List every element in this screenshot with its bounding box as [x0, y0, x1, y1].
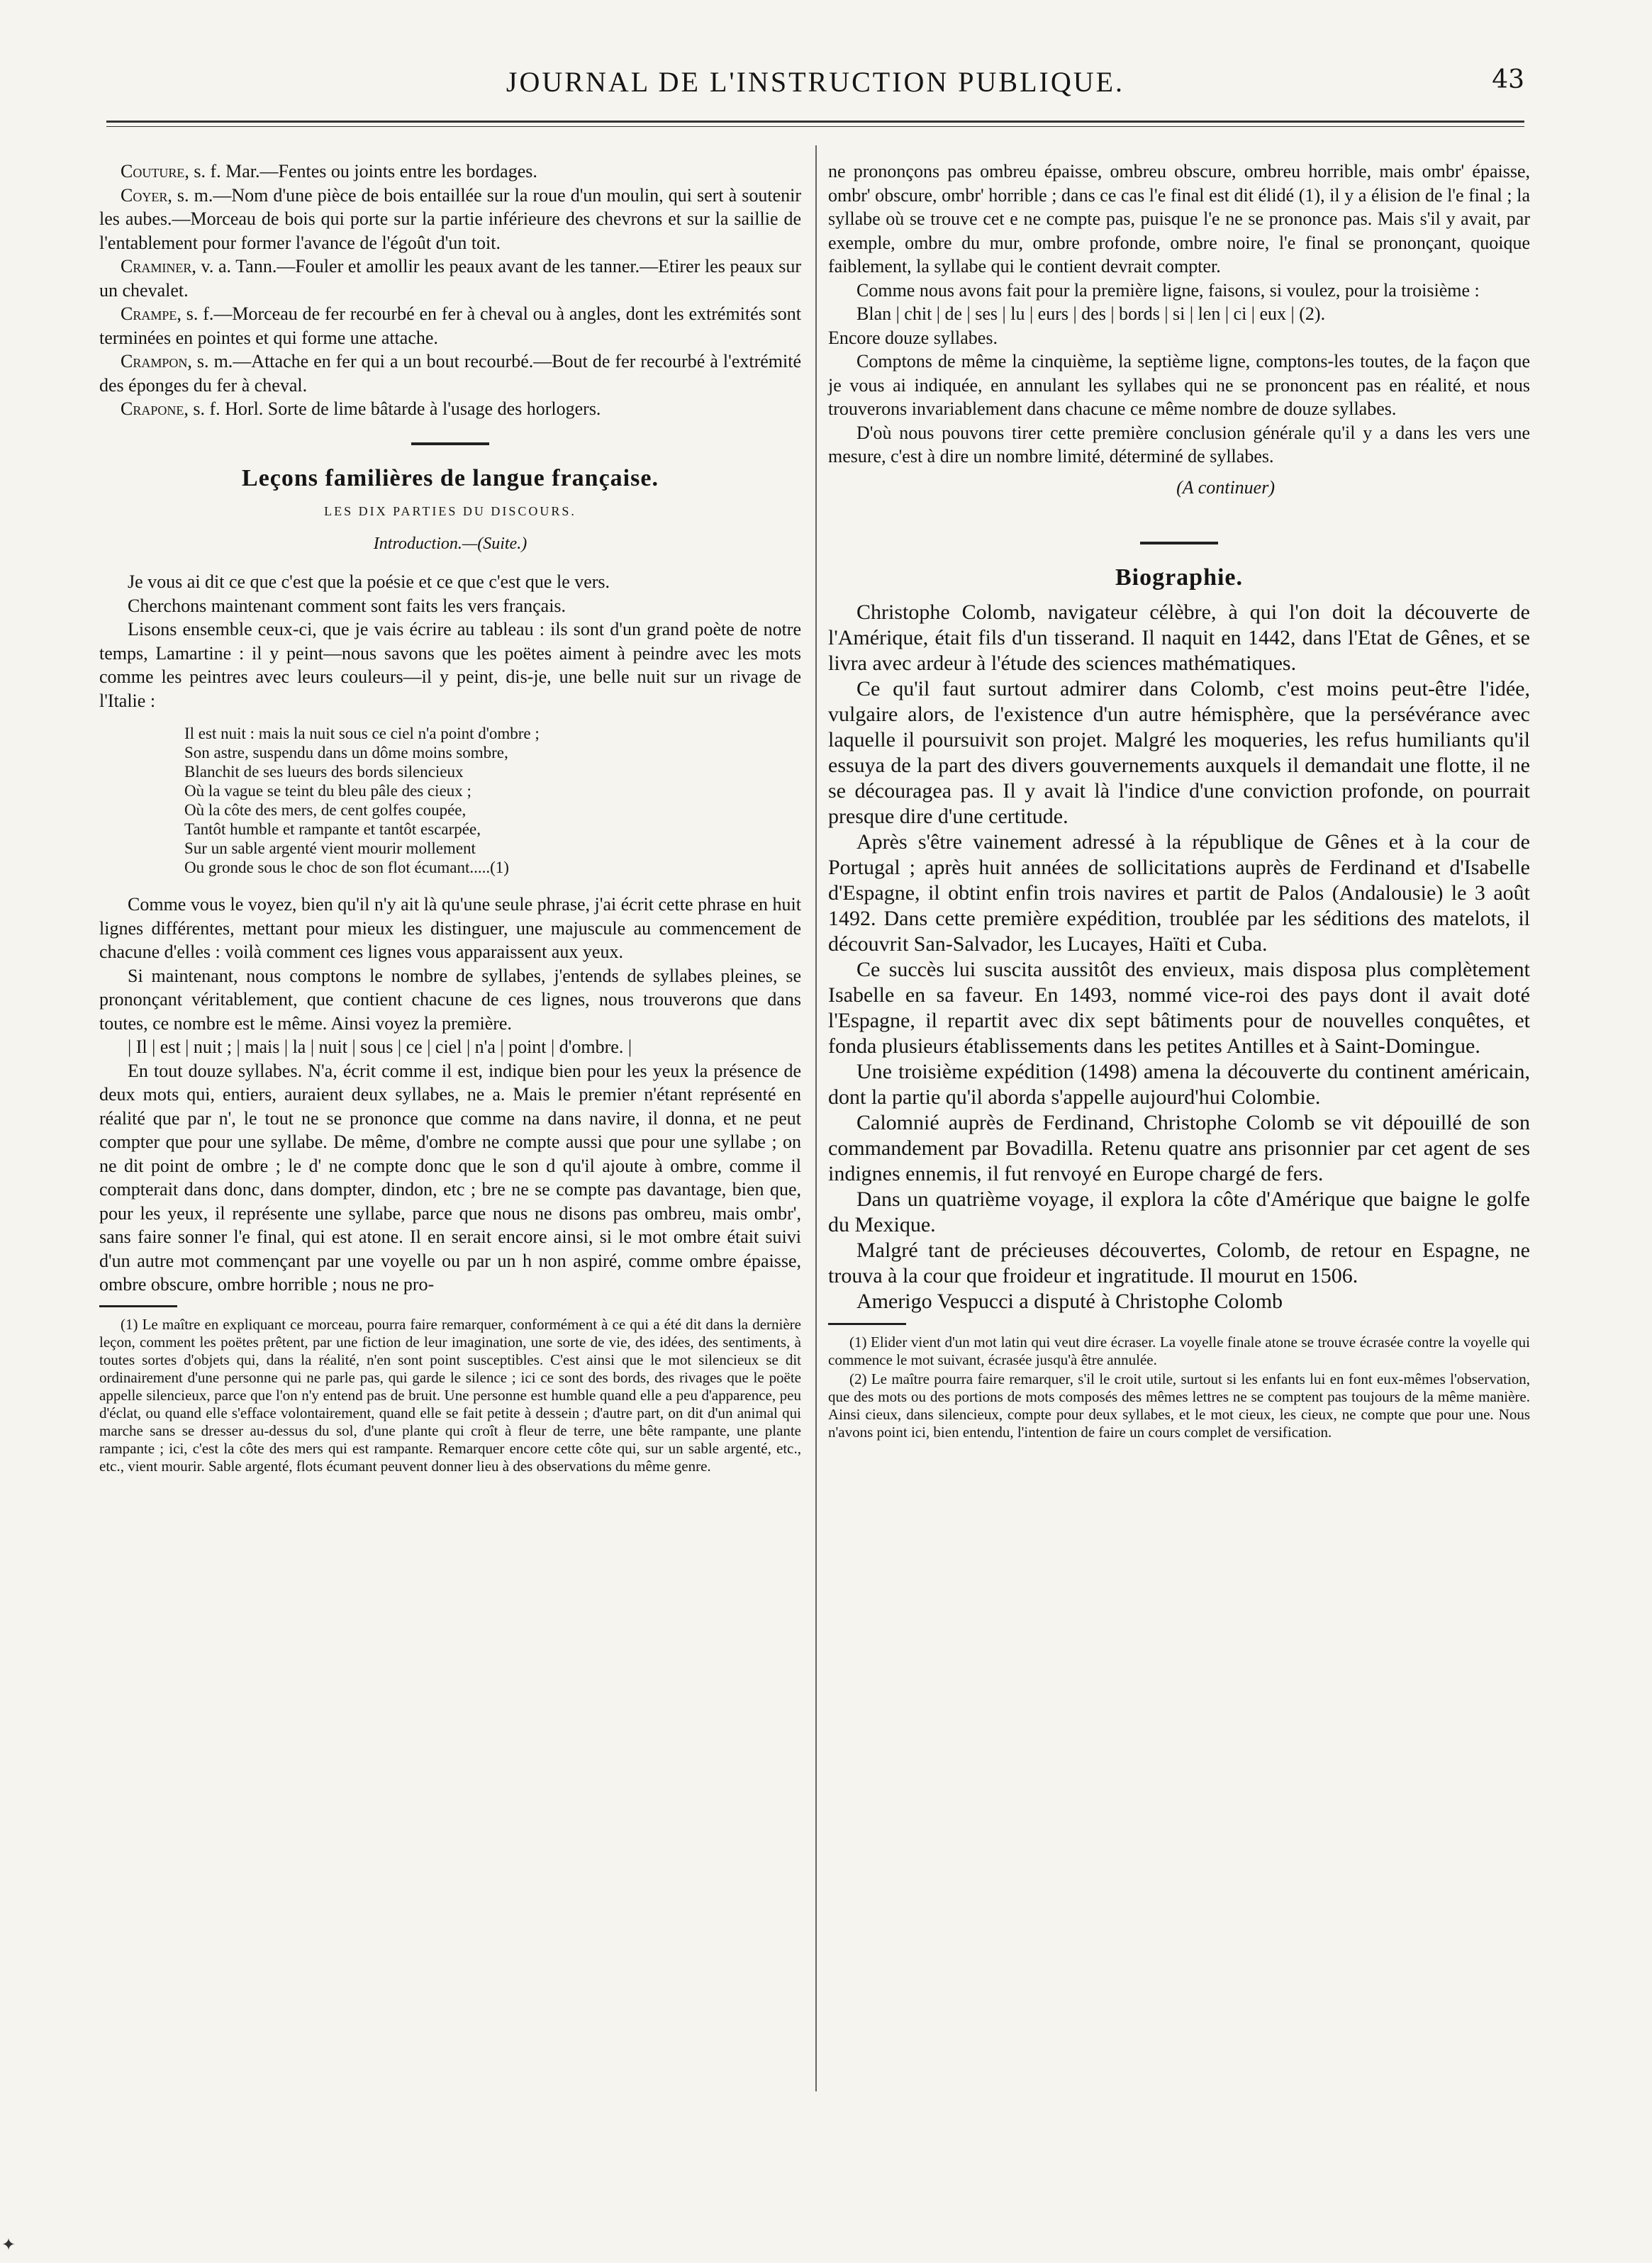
- glossary-term: Craminer,: [121, 256, 196, 276]
- lecons-paragraph: Comme nous avons fait pour la première ligne, faisons, si voulez, pour la troisième :: [856, 279, 1480, 301]
- poem-line: Ou gronde sous le choc de son flot écumant.....(1): [184, 859, 509, 876]
- poem-line: Son astre, suspendu dans un dôme moins sombre,: [184, 744, 508, 761]
- lecons-paragraph: Si maintenant, nous comptons le nombre de syllabes, j'entends de syllabes pleines, se prononçant véritablement, que contient chacune de ces lignes, nous trouverons que dans toutes, ce nombre est le même. Ainsi voyez la première.: [99, 965, 801, 1034]
- glossary-entry: [99, 302, 801, 350]
- left-column: [99, 160, 801, 1477]
- glossary-entry: [99, 160, 801, 184]
- biography-paragraph: Après s'être vainement adressé à la république de Gênes et à la cour de Portugal ; après huit années de sollicitations auprès de Ferdinand et d'Isabelle d'Espagne, il obtint enfin trois navires et partit de Palos (Andalousie) le 3 août 1492. Dans cette première expédition, troublée par les séditions des matelots, il découvrit San-Salvador, les Lucayes, Haïti et Cuba.: [828, 829, 1530, 956]
- column-divider: [815, 145, 817, 2091]
- poem: [184, 724, 801, 877]
- syllable-breakdown: Blan | chit | de | ses | lu | eurs | des | bords | si | len | ci | eux | (2).: [856, 303, 1326, 324]
- lecons-subsubtitle: Introduction.—(Suite.): [373, 534, 528, 553]
- glossary-definition: s. f. Mar.—Fentes ou joints entre les bordages.: [194, 161, 537, 181]
- header-rule-top: [106, 121, 1524, 123]
- section-separator: [1140, 542, 1218, 544]
- lecons-paragraph: D'où nous pouvons tirer cette première conclusion générale qu'il y a dans les vers une mesure, c'est à dire un nombre limité, déterminé de syllabes.: [828, 422, 1530, 466]
- lecons-subtitle: LES DIX PARTIES DU DISCOURS.: [324, 504, 576, 518]
- lecons-paragraph: Cherchons maintenant comment sont faits les vers français.: [128, 595, 567, 616]
- poem-line: Blanchit de ses lueurs des bords silencieux: [184, 763, 464, 781]
- lecons-paragraph: Comme vous le voyez, bien qu'il n'y ait là qu'une seule phrase, j'ai écrit cette phrase en huit lignes différentes, mettant pour mieux les distinguer, une majuscule au commencement de chacune d'elles : voilà comment ces lignes vous apparaissent aux yeux.: [99, 894, 801, 962]
- footnote: (1) Elider vient d'un mot latin qui veut dire écraser. La voyelle finale atone se trouve écrasée contre la voyelle qui commence le mot suivant, écrasée jusqu'à être annulée.: [828, 1333, 1530, 1368]
- lecons-paragraph: Lisons ensemble ceux-ci, que je vais écrire au tableau : ils sont d'un grand poète de notre temps, Lamartine : il y peint—nous savons que les poëtes aiment à peindre avec les mots comme les peintres avec leurs couleurs—il y peint, dis-je, une belle nuit sur un rivage de l'Italie :: [99, 619, 801, 711]
- biography-paragraph: Ce succès lui suscita aussitôt des envieux, mais disposa plus complètement Isabelle en sa faveur. En 1493, nommé vice-roi des pays dont il avait doté l'Espagne, il repartit avec dix sept bâtiments pour de nouvelles conquêtes, et fonda plusieurs établissements dans les petites Antilles et à Saint-Domingue.: [828, 957, 1530, 1058]
- glossary-entry: [99, 350, 801, 397]
- poem-line: Où la côte des mers, de cent golfes coupée,: [184, 801, 467, 819]
- glossary-term: Crampe,: [121, 303, 182, 324]
- glossary-definition: s. m.—Attache en fer qui a un bout recourbé.—Bout de fer recourbé à l'extrémité des éponges du fer à cheval.: [99, 351, 801, 396]
- glossary-term: Crampon,: [121, 351, 192, 371]
- glossary: [99, 160, 801, 421]
- footnote: (2) Le maître pourra faire remarquer, s'il le croit utile, surtout si les enfants lui en font eux-mêmes l'observation, que des mots ou des portions de mots composés des mêmes lettres ne se comptent pas toujours de la même manière. Ainsi cieux, dans silencieux, compte pour deux syllabes, et le mot cieux, les cieux, ne compte que pour une. Nous n'avons point ici, bien entendu, l'intention de faire un cours complet de versification.: [828, 1370, 1530, 1441]
- glossary-term: Coyer,: [121, 184, 172, 206]
- poem-line: Il est nuit : mais la nuit sous ce ciel n'a point d'ombre ;: [184, 725, 540, 742]
- glossary-definition: v. a. Tann.—Fouler et amollir les peaux avant de les tanner.—Etirer les peaux sur un chevalet.: [99, 256, 802, 301]
- continuation-note: (A continuer): [1176, 476, 1275, 498]
- biography-paragraph: Malgré tant de précieuses découvertes, Colomb, de retour en Espagne, ne trouva à la cour que froideur et ingratitude. Il mourut en 1506.: [828, 1238, 1530, 1287]
- lecons-paragraph: En tout douze syllabes. N'a, écrit comme il est, indique bien pour les yeux la présence de deux mots qui, entiers, auraient deux syllabes, ne a. Mais le premier n'étant représenté en réalité que par n', le tout ne se prononce que comme na dans navire, il donna, et ne peut compter que pour une syllabe. De même, d'ombre ne compte aussi que pour une syllabe ; on ne dit point de ombre ; le d' ne compte donc que le son d qu'il ajoute à ombre, comme il compterait dans donc, dans dompter, dindon, etc ; bre ne se compte pas davantage, bien que, pour les yeux, il représente une syllabe, parce que nous ne disons pas ombreu, mais ombr', sans faire sonner l'e final, qui est atone. Il en serait encore ainsi, si le mot ombre était suivi d'un autre mot commençant par une voyelle ou par un h non aspiré, comme ombre épaisse, ombre obscure, ombre horrible ; nous ne pro-: [99, 1060, 801, 1295]
- biography-paragraph: Ce qu'il faut surtout admirer dans Colomb, c'est moins peut-être l'idée, vulgaire alors, de l'existence d'un autre hémisphère, que la persévérance avec laquelle il poursuivit son projet. Malgré les moqueries, les refus humiliants qu'il essuya de la part des divers gouvernements auxquels il demandait une flotte, il ne se découragea pas. Il y avait là l'indice d'une conviction profonde, on pourrait presque dire d'une certitude.: [828, 676, 1530, 828]
- footnote-rule: [828, 1323, 906, 1325]
- poem-line: Où la vague se teint du bleu pâle des cieux ;: [184, 782, 471, 800]
- biographie-title: Biographie.: [1115, 564, 1244, 591]
- footnote: (1) Le maître en expliquant ce morceau, pourra faire remarquer, conformément à ce qui a été dit dans la dernière leçon, comment les poëtes prêtent, par une fiction de leur imagination, une sorte de vie, des idées, des sentiments, à toutes sortes d'objets qui, dans la réalité, n'en sont point susceptibles. C'est ainsi que le mot silencieux se dit ordinairement d'une personne qui ne parle pas, qui garde le silence ; ici ce sont des bords, des rivages que le poëte appelle silencieux, parce que l'on n'y entend pas de bruit. Une personne est humble quand elle a peu d'apparence, peu d'éclat, ou quand elle s'efface volontairement, quand elle se fait petite à dessein ; d'autre part, on dit d'un animal qui marche sans se dresser au-dessus du sol, d'une plante qui croît à fleur de terre, une bête rampante, une plante rampante ; ici, c'est la côte des mers qui est rampante. Remarquer encore cette côte qui, sur un sable argenté, etc., etc., vient mourir. Sable argenté, flots écumant peuvent donner lieu à des observations du même genre.: [99, 1315, 801, 1475]
- glossary-entry: [99, 184, 801, 255]
- right-column: [828, 160, 1530, 1443]
- lecons-paragraph: ne prononçons pas ombreu épaisse, ombreu obscure, ombreu horrible, mais ombr' épaisse, ombr' obscure, ombr' horrible ; dans ce cas l'e final est dit élidé (1), il y a élision de l'e final ; la syllabe où se trouve cet e ne compte pas, puisque l'e ne se prononce pas. Mais s'il y avait, par exemple, ombre du mur, ombre profonde, ombre noire, l'e final se prononçant, quoique faiblement, la syllabe qui le contient devrait compter.: [828, 161, 1530, 276]
- glossary-definition: s. f.—Morceau de fer recourbé en fer à cheval ou à angles, dont les extrémités sont terminées en pointes et qui forme une attache.: [99, 303, 801, 348]
- poem-line: Tantôt humble et rampante et tantôt escarpée,: [184, 820, 481, 838]
- biography-paragraph: Amerigo Vespucci a disputé à Christophe Colomb: [856, 1289, 1283, 1313]
- glossary-entry: [99, 397, 801, 421]
- lecons-title: Leçons familières de langue française.: [242, 464, 659, 491]
- header-rule-bottom: [106, 126, 1524, 127]
- footnote-rule: [99, 1305, 177, 1307]
- glossary-entry: [99, 255, 801, 302]
- page-number: 43: [1492, 65, 1524, 94]
- glossary-term: Couture,: [121, 161, 189, 181]
- running-head: [106, 65, 1524, 108]
- syllable-breakdown: | Il | est | nuit ; | mais | la | nuit | sous | ce | ciel | n'a | point | d'ombre. |: [128, 1036, 632, 1057]
- lecons-paragraph: Je vous ai dit ce que c'est que la poésie et ce que c'est que le vers.: [128, 571, 610, 592]
- lecons-paragraph: Encore douze syllabes.: [828, 327, 998, 348]
- biography-paragraph: Une troisième expédition (1498) amena la découverte du continent américain, dont la partie qu'il aborda s'appelle aujourd'hui Colombie.: [828, 1059, 1530, 1109]
- glossary-definition: s. m.—Nom d'une pièce de bois entaillée sur la roue d'un moulin, qui sert à soutenir les aubes.—Morceau de bois qui porte sur la partie inférieure des chevrons et sur la saillie de l'entablement pour former l'avance de l'égoût d'un toit.: [99, 184, 801, 253]
- biography-body: [828, 600, 1530, 1314]
- lecons-paragraph: Comptons de même la cinquième, la septième ligne, comptons-les toutes, de la façon que je vous ai indiquée, en annulant les syllabes qui ne se prononcent pas en réalité, et nous trouverons invariablement dans chacune ce même nombre de douze syllabes.: [828, 351, 1530, 419]
- biography-paragraph: Dans un quatrième voyage, il explora la côte d'Amérique que baigne le golfe du Mexique.: [828, 1187, 1530, 1236]
- journal-title: JOURNAL DE L'INSTRUCTION PUBLIQUE.: [506, 66, 1125, 98]
- glossary-definition: s. f. Horl. Sorte de lime bâtarde à l'usage des horlogers.: [193, 398, 601, 419]
- ink-blot: ✦: [1, 2235, 16, 2254]
- glossary-term: Crapone,: [121, 398, 189, 419]
- biography-paragraph: Christophe Colomb, navigateur célèbre, à qui l'on doit la découverte de l'Amérique, était fils d'un tisserand. Il naquit en 1442, dans l'Etat de Gênes, et se livra avec ardeur à l'étude des sciences mathématiques.: [828, 600, 1530, 675]
- poem-line: Sur un sable argenté vient mourir mollement: [184, 839, 476, 857]
- biography-paragraph: Calomnié auprès de Ferdinand, Christophe Colomb se vit dépouillé de son commandement par Bovadilla. Retenu quatre ans prisonnier par cet agent de ses indignes ennemis, il fut renvoyé en Europe chargé de fers.: [828, 1110, 1530, 1185]
- section-separator: [411, 442, 489, 445]
